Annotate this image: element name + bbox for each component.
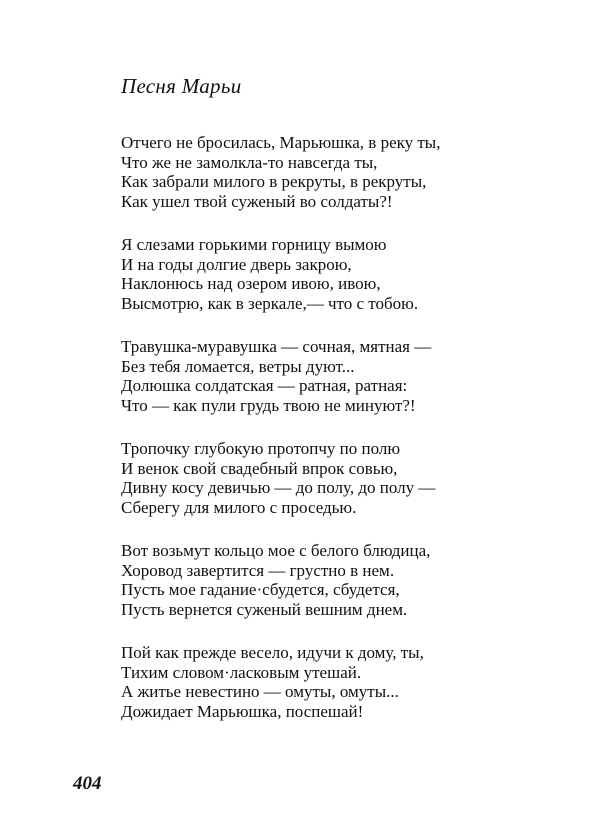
poem-line: Отчего не бросилась, Марьюшка, в реку ты, [121, 133, 441, 152]
poem-line: Я слезами горькими горницу вымою [121, 235, 387, 254]
poem-line: Дивну косу девичью — до полу, до полу — [121, 478, 436, 497]
poem-line: Высмотрю, как в зеркале,— что с тобою. [121, 293, 419, 313]
stanza [121, 643, 531, 721]
poem-line: Без тебя ломается, ветры дуют... [121, 356, 355, 376]
poem-line: Травушка-муравушка — сочная, мятная — [121, 337, 432, 356]
poem-line: И на годы долгие дверь закрою, [121, 254, 352, 274]
poem-line: А житье невестино — омуты, омуты... [121, 682, 399, 701]
poem-line: Пусть вернется суженый вешним днем. [121, 599, 408, 619]
poem-line: Хоровод завертится — грустно в нем. [121, 560, 395, 580]
page-number: 404 [73, 773, 102, 794]
poem-line: Как ушел твой суженый во солдаты?! [121, 191, 393, 211]
stanza [121, 235, 531, 313]
poem-line: Что — как пули грудь твою не минуют?! [121, 395, 416, 415]
poem-line: Что же не замолкла-то навсегда ты, [121, 152, 378, 172]
poem-line: И венок свой свадебный впрок совью, [121, 458, 398, 478]
poem-line: Вот возьмут кольцо мое с белого блюдица, [121, 541, 431, 560]
poem-line: Пусть мое гадание·сбудется, сбудется, [121, 580, 400, 599]
poem-line: Пой как прежде весело, идучи к дому, ты, [121, 643, 424, 662]
poem-body [121, 133, 531, 745]
poem-line: Тропочку глубокую протопчу по полю [121, 439, 401, 458]
poem-line: Дожидает Марьюшка, поспешай! [121, 701, 364, 721]
poem-title: Песня Марьи [121, 74, 242, 98]
stanza [121, 337, 531, 415]
poem-line: Как забрали милого в рекруты, в рекруты, [121, 172, 427, 191]
stanza [121, 133, 531, 211]
poem-line: Сберегу для милого с проседью. [121, 497, 357, 517]
stanza [121, 541, 531, 619]
poem-line: Наклонюсь над озером ивою, ивою, [121, 274, 381, 293]
poem-line: Долюшка солдатская — ратная, ратная: [121, 376, 408, 395]
poem-line: Тихим словом·ласковым утешай. [121, 662, 362, 682]
stanza [121, 439, 531, 517]
